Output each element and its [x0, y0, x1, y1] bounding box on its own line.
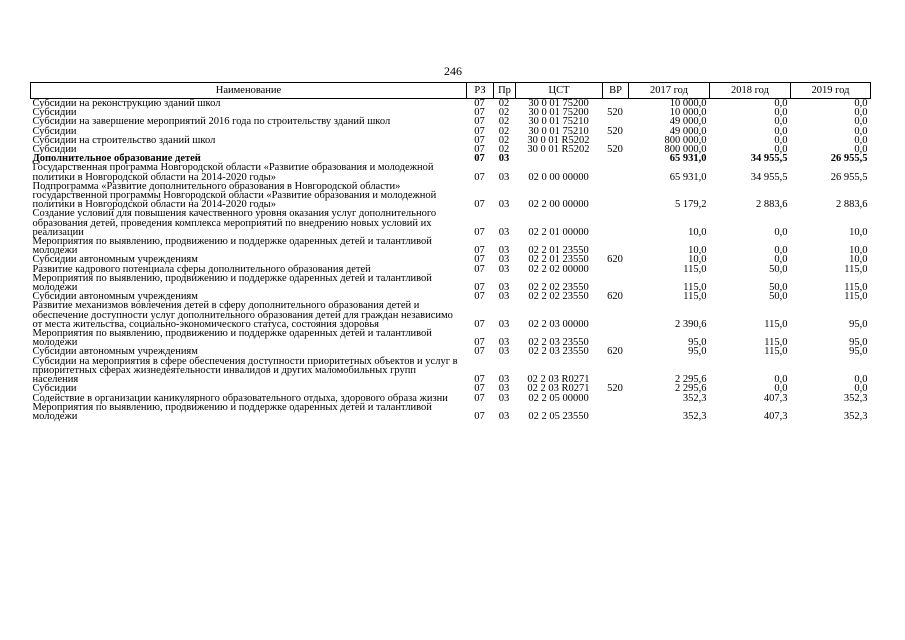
cell-2018: 0,0: [774, 254, 788, 266]
cell-2017: 95,0: [688, 346, 707, 358]
cell-vr: [603, 163, 629, 181]
cell-2018: 0,0: [774, 125, 788, 137]
cell-pr: 02: [498, 98, 510, 109]
cell-name: Мероприятия по выявлению, продвижению и поддержке одаренных детей и талантливой молодежи: [32, 272, 432, 294]
cell-rz: 07: [474, 245, 485, 257]
cell-2017: 115,0: [683, 291, 707, 303]
cell-cst: 02 2 02 00000: [528, 263, 589, 275]
cell-2017: 65 931,0: [669, 171, 707, 183]
cell-pr: 03: [498, 282, 510, 294]
cell-2017: 5 179,2: [675, 199, 707, 211]
cell-vr: [603, 209, 629, 237]
cell-vr: [603, 329, 629, 347]
cell-2019: 115,0: [844, 291, 868, 303]
cell-vr: [603, 154, 629, 163]
cell-2017: 800 000,0: [664, 134, 707, 146]
cell-pr: 02: [498, 125, 510, 137]
table-row: [31, 182, 871, 210]
cell-2017: 10 000,0: [669, 107, 707, 119]
cell-rz: 07: [474, 98, 485, 109]
cell-pr: 03: [498, 383, 510, 395]
cell-vr: 520: [607, 144, 623, 156]
header-cst: ЦСТ: [516, 83, 603, 99]
cell-vr: 620: [607, 291, 623, 303]
cell-2018: 50,0: [769, 263, 788, 275]
cell-cst: 02 2 02 23550: [528, 282, 589, 294]
cell-name: Подпрограмма «Развитие дополнительного образования в Новгородской области» государственной программы Новгородской области «Развитие образования и молодежной политики в Новгородской области на 2014-2020 годы»: [32, 180, 437, 211]
header-vr: ВР: [603, 83, 629, 99]
cell-pr: 03: [498, 346, 510, 358]
cell-2018: 0,0: [774, 144, 788, 156]
cell-pr: 03: [498, 318, 510, 330]
cell-cst: 30 0 01 75210: [528, 125, 589, 137]
cell-2019: 115,0: [844, 263, 868, 275]
cell-2019: 95,0: [849, 346, 868, 358]
cell-2019: 0,0: [854, 374, 868, 386]
cell-2018: 50,0: [769, 291, 788, 303]
cell-name: Субсидии: [32, 107, 77, 119]
cell-rz: 07: [474, 153, 485, 165]
cell-2019: 0,0: [854, 98, 868, 109]
cell-2017: 10,0: [688, 245, 707, 257]
table-row: [31, 301, 871, 329]
cell-cst: 30 0 01 R5202: [527, 134, 590, 146]
cell-2018: 115,0: [764, 318, 788, 330]
cell-rz: 07: [474, 337, 485, 349]
cell-name: Субсидии на мероприятия в сфере обеспечения доступности приоритетных объектов и услуг в приоритетных сферах жизнедеятельности инвалидов и других маломобильных групп населения: [32, 355, 458, 386]
cell-pr: 03: [498, 171, 510, 183]
cell-cst: 02 2 05 23550: [528, 410, 589, 422]
cell-pr: 03: [498, 254, 510, 266]
cell-2018: 34 955,5: [750, 153, 788, 165]
cell-cst: 02 2 00 00000: [528, 199, 589, 211]
table-row: [31, 274, 871, 292]
cell-name: Содействие в организации каникулярного образовательного отдыха, здорового образа жизни: [32, 392, 448, 404]
header-2017: 2017 год: [629, 83, 710, 99]
cell-name: Мероприятия по выявлению, продвижению и поддержке одаренных детей и талантливой молодежи: [32, 236, 432, 257]
cell-name: Развитие кадрового потенциала сферы дополнительного образования детей: [32, 263, 371, 275]
cell-vr: [603, 265, 629, 274]
cell-name: Субсидии на строительство зданий школ: [32, 134, 216, 146]
cell-2019: 115,0: [844, 282, 868, 294]
cell-vr: [603, 357, 629, 385]
cell-2019: 95,0: [849, 337, 868, 349]
cell-vr: [603, 182, 629, 210]
cell-2018: 0,0: [774, 383, 788, 395]
cell-cst: 02 2 02 23550: [528, 291, 589, 303]
cell-pr: 02: [498, 144, 510, 156]
table-row: [31, 357, 871, 385]
cell-name: Создание условий для повышения качественного уровня оказания услуг дополнительного образования детей, проведения комплекса мероприятий по внедрению новых условий их реализации: [32, 208, 437, 238]
cell-2019: 10,0: [849, 254, 868, 266]
cell-pr: 02: [498, 116, 510, 128]
cell-rz: 07: [474, 282, 485, 294]
cell-rz: 07: [474, 134, 485, 146]
cell-2019: 26 955,5: [830, 153, 868, 165]
cell-cst: [516, 154, 603, 163]
cell-2018: 34 955,5: [750, 171, 788, 183]
cell-cst: 30 0 01 75210: [528, 116, 589, 128]
cell-2018: 115,0: [764, 337, 788, 349]
cell-cst: 02 0 00 00000: [528, 171, 589, 183]
cell-2019: 0,0: [854, 116, 868, 128]
cell-cst: 02 2 01 23550: [528, 245, 589, 257]
table-row: [31, 237, 871, 255]
cell-pr: 03: [498, 263, 510, 275]
cell-2018: 0,0: [774, 374, 788, 386]
cell-2018: 0,0: [774, 245, 788, 257]
cell-vr: [603, 301, 629, 329]
table-row: [31, 163, 871, 181]
page-number: 246: [444, 64, 462, 78]
cell-2017: 115,0: [683, 282, 707, 294]
cell-cst: 02 2 03 23550: [528, 346, 589, 358]
cell-2017: 352,3: [682, 392, 707, 404]
cell-2018: 50,0: [769, 282, 788, 294]
cell-pr: 02: [498, 134, 510, 146]
header-rz: РЗ: [467, 83, 494, 99]
cell-2019: 352,3: [843, 392, 868, 404]
cell-vr: 620: [607, 254, 623, 266]
cell-vr: [603, 403, 629, 421]
cell-name: Развитие механизмов вовлечения детей в сферу дополнительного образования детей и обеспечение доступности услуг дополнительного образования детей для граждан независимо от места жительства, социально-экономического статуса, состояния здоровья: [32, 300, 453, 330]
cell-2019: 0,0: [854, 144, 868, 156]
cell-rz: 07: [474, 171, 485, 183]
cell-vr: [603, 394, 629, 403]
cell-pr: 03: [498, 199, 510, 211]
table-row: [31, 117, 871, 126]
cell-2019: 10,0: [849, 245, 868, 257]
cell-pr: 03: [498, 153, 510, 165]
table-header: [31, 83, 871, 99]
cell-vr: 620: [607, 346, 623, 358]
cell-2019: 0,0: [854, 134, 868, 146]
table-row: [31, 329, 871, 347]
cell-2018: 115,0: [764, 346, 788, 358]
cell-2017: 10 000,0: [669, 98, 707, 109]
cell-2017: 49 000,0: [669, 125, 707, 137]
cell-vr: 520: [607, 125, 623, 137]
cell-name: Субсидии автономным учреждениям: [32, 254, 198, 266]
cell-pr: 02: [498, 107, 510, 119]
cell-rz: 07: [474, 199, 485, 211]
cell-rz: 07: [474, 107, 485, 119]
cell-cst: 02 2 03 R0271: [527, 383, 590, 395]
cell-name: Государственная программа Новгородской области «Развитие образования и молодежной политики в Новгородской области на 2014-2020 годы»: [32, 162, 434, 183]
budget-table: [30, 82, 871, 421]
cell-name: Субсидии автономным учреждениям: [32, 291, 198, 303]
cell-2019: 0,0: [854, 383, 868, 395]
table-body: [31, 99, 871, 422]
cell-2018: 0,0: [774, 107, 788, 119]
cell-name: Мероприятия по выявлению, продвижению и поддержке одаренных детей и талантливой молодежи: [32, 401, 432, 422]
cell-2017: 2 295,6: [675, 374, 707, 386]
cell-2019: 2 883,6: [836, 199, 868, 211]
cell-cst: 30 0 01 75200: [528, 107, 589, 119]
cell-name: Мероприятия по выявлению, продвижению и поддержке одаренных детей и талантливой молодежи: [32, 328, 432, 349]
header-pr: Пр: [494, 83, 516, 99]
cell-rz: 07: [474, 291, 485, 303]
cell-cst: 30 0 01 75200: [528, 98, 589, 109]
cell-2017: 2 390,6: [675, 318, 707, 330]
header-2019: 2019 год: [791, 83, 871, 99]
cell-2017: 10,0: [688, 254, 707, 266]
cell-pr: 03: [498, 226, 510, 238]
cell-2017: 800 000,0: [664, 144, 707, 156]
cell-rz: 07: [474, 254, 485, 266]
cell-name: Субсидии: [32, 125, 77, 137]
cell-cst: 02 2 01 00000: [528, 226, 589, 238]
header-name: Наименование: [31, 83, 467, 99]
cell-pr: 03: [498, 374, 510, 386]
table-row: [31, 99, 871, 109]
cell-pr: 03: [498, 392, 510, 404]
cell-cst: 30 0 01 R5202: [527, 144, 590, 156]
cell-rz: 07: [474, 374, 485, 386]
cell-2017: 49 000,0: [669, 116, 707, 128]
cell-vr: 520: [607, 383, 623, 395]
cell-rz: 07: [474, 392, 485, 404]
cell-name: Субсидии: [32, 383, 77, 395]
cell-cst: 02 2 03 00000: [528, 318, 589, 330]
cell-cst: 02 2 05 00000: [528, 392, 589, 404]
cell-2018: 2 883,6: [756, 199, 788, 211]
cell-2019: 10,0: [849, 226, 868, 238]
cell-2019: 95,0: [849, 318, 868, 330]
table-row: [31, 209, 871, 237]
cell-2017: 2 295,6: [675, 383, 707, 395]
cell-vr: 520: [607, 107, 623, 119]
cell-name: Субсидии на завершение мероприятий 2016 года по строительству зданий школ: [32, 116, 391, 128]
cell-2017: 65 931,0: [669, 153, 707, 165]
cell-vr: [603, 274, 629, 292]
cell-rz: 07: [474, 125, 485, 137]
cell-rz: 07: [474, 346, 485, 358]
cell-name: Субсидии на реконструкцию зданий школ: [32, 98, 221, 109]
cell-rz: 07: [474, 318, 485, 330]
cell-pr: 03: [498, 291, 510, 303]
cell-2017: 10,0: [688, 226, 707, 238]
cell-name: Субсидии: [32, 144, 77, 156]
cell-2017: 115,0: [683, 263, 707, 275]
cell-pr: 03: [498, 245, 510, 257]
cell-rz: 07: [474, 410, 485, 422]
cell-2018: 407,3: [763, 410, 788, 422]
cell-2019: 26 955,5: [830, 171, 868, 183]
cell-cst: 02 2 01 23550: [528, 254, 589, 266]
table-row: [31, 403, 871, 421]
cell-name: Дополнительное образование детей: [32, 153, 201, 165]
cell-2018: 0,0: [774, 98, 788, 109]
cell-2019: 0,0: [854, 125, 868, 137]
cell-2018: 0,0: [774, 134, 788, 146]
cell-pr: 03: [498, 410, 510, 422]
cell-pr: 03: [498, 337, 510, 349]
cell-vr: [603, 237, 629, 255]
cell-rz: 07: [474, 263, 485, 275]
cell-rz: 07: [474, 383, 485, 395]
cell-2018: 0,0: [774, 226, 788, 238]
cell-2017: 95,0: [688, 337, 707, 349]
cell-2018: 407,3: [763, 392, 788, 404]
header-2018: 2018 год: [710, 83, 791, 99]
table-row: [31, 136, 871, 145]
cell-2019: 0,0: [854, 107, 868, 119]
cell-2017: 352,3: [682, 410, 707, 422]
cell-cst: 02 2 03 R0271: [527, 374, 590, 386]
cell-cst: 02 2 03 23550: [528, 337, 589, 349]
cell-name: Субсидии автономным учреждениям: [32, 346, 198, 358]
cell-rz: 07: [474, 144, 485, 156]
cell-rz: 07: [474, 116, 485, 128]
cell-2018: 0,0: [774, 116, 788, 128]
cell-rz: 07: [474, 226, 485, 238]
cell-2019: 352,3: [843, 410, 868, 422]
